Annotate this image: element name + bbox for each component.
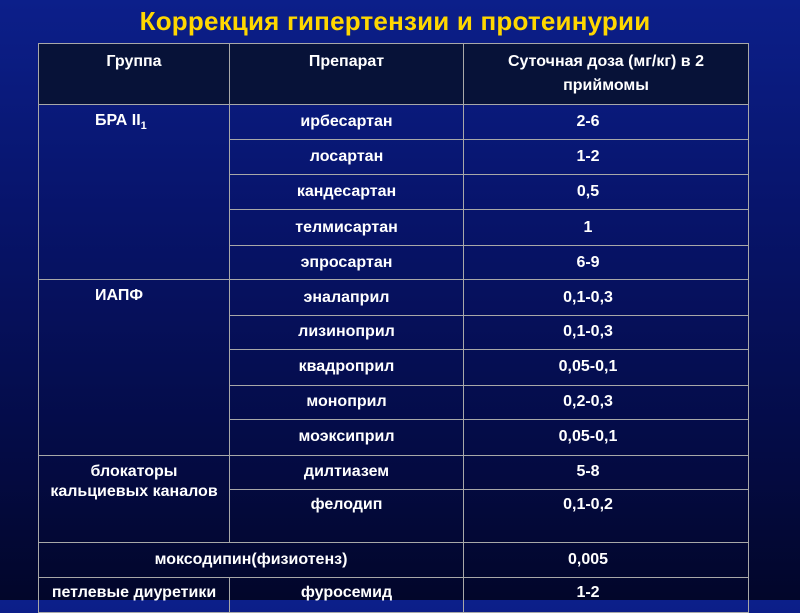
dose-cell: 1-2 [464, 140, 749, 174]
dose-cell: 6-9 [464, 245, 749, 279]
dose-cell: 5-8 [464, 455, 749, 489]
drug-cell: квадроприл [230, 350, 464, 385]
merged-drug-cell: моксодипин(физиотенз) [39, 542, 464, 577]
dose-cell: 0,2-0,3 [464, 385, 749, 419]
drug-cell: лизиноприл [230, 315, 464, 349]
drug-cell: кандесартан [230, 174, 464, 209]
header-drug: Препарат [230, 44, 464, 105]
drug-cell: телмисартан [230, 210, 464, 245]
dose-cell: 1-2 [464, 578, 749, 613]
header-group: Группа [39, 44, 230, 105]
slide-title: Коррекция гипертензии и протеинурии [139, 6, 651, 36]
dose-cell: 0,5 [464, 174, 749, 209]
drug-cell: ирбесартан [230, 104, 464, 139]
table-header-row [39, 44, 749, 105]
dose-cell: 0,1-0,3 [464, 315, 749, 349]
table-row [39, 280, 749, 315]
table-row [39, 455, 749, 489]
drug-cell: эпросартан [230, 245, 464, 279]
table-row [39, 578, 749, 613]
drug-cell: моноприл [230, 385, 464, 419]
drug-cell: лосартан [230, 140, 464, 174]
drug-cell: моэксиприл [230, 420, 464, 455]
dose-cell: 0,1-0,3 [464, 280, 749, 315]
dose-cell: 0,1-0,2 [464, 490, 749, 543]
group-cell-iapf: ИАПФ [39, 280, 230, 455]
dose-cell: 0,005 [464, 542, 749, 577]
drug-cell: фелодип [230, 490, 464, 543]
dose-cell: 0,05-0,1 [464, 420, 749, 455]
header-dose: Суточная доза (мг/кг) в 2 приймомы [464, 44, 749, 105]
drug-cell: фуросемид [230, 578, 464, 613]
drug-cell: дилтиазем [230, 455, 464, 489]
dose-cell: 2-6 [464, 104, 749, 139]
dose-cell: 1 [464, 210, 749, 245]
dosage-table [38, 43, 749, 613]
group-cell-ccb: блокаторы кальциевых каналов [39, 455, 230, 542]
group-cell-bra: БРА $II_1$ [39, 104, 230, 279]
table-row [39, 104, 749, 139]
dose-cell: 0,05-0,1 [464, 350, 749, 385]
drug-cell: эналаприл [230, 280, 464, 315]
group-cell-diuretics: петлевые диуретики [39, 578, 230, 613]
table-row [39, 542, 749, 577]
